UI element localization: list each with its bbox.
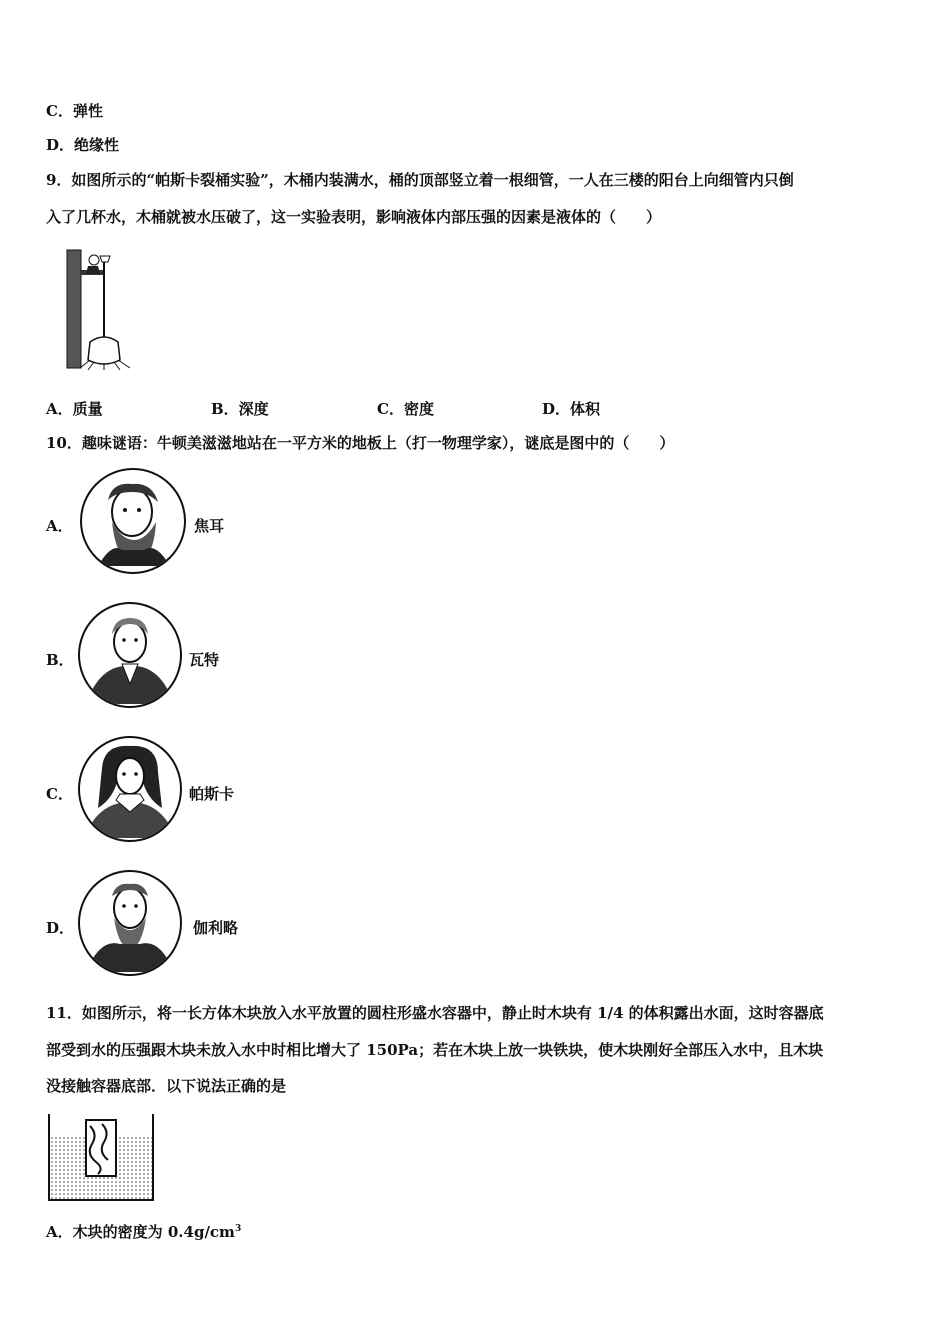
q10-option-c-letter: C． xyxy=(46,785,73,803)
wood-block-container-figure xyxy=(46,1112,156,1204)
q9-option-b: B．深度 xyxy=(211,400,269,418)
q10-option-d-name: 伽利略 xyxy=(193,919,239,937)
q8-option-c: C．弹性 xyxy=(46,102,103,120)
q10-option-b-letter: B． xyxy=(46,651,74,669)
q9-option-c: C．密度 xyxy=(377,400,434,418)
q8-option-d: D．绝缘性 xyxy=(46,136,120,154)
q11-option-a-superscript: 3 xyxy=(234,1224,242,1234)
q9-stem-line2: 入了几杯水，木桶就被水压破了，这一实验表明，影响液体内部压强的因素是液体的（ ） xyxy=(46,208,662,226)
q11-stem-line3: 没接触容器底部．以下说法正确的是 xyxy=(46,1077,287,1095)
q11-option-a xyxy=(46,1219,241,1242)
pascal-barrel-figure xyxy=(64,246,144,372)
portrait-joule xyxy=(80,468,186,574)
q11-stem-line2: 部受到水的压强跟木块未放入水中时相比增大了 150Pa；若在木块上放一块铁块，使木块刚好全部压入水中，且木块 xyxy=(46,1041,824,1059)
q10-option-d-letter: D． xyxy=(46,919,75,937)
q10-option-c-name: 帕斯卡 xyxy=(189,785,235,803)
portrait-watt xyxy=(78,602,182,708)
q9-stem-line1: 9．如图所示的“帕斯卡裂桶实验”，木桶内装满水，桶的顶部竖立着一根细管，一人在三楼的阳台上向细管内只倒 xyxy=(46,171,794,189)
q11-stem-line1: 11．如图所示，将一长方体木块放入水平放置的圆柱形盛水容器中，静止时木块有 1/4 的体积露出水面，这时容器底 xyxy=(46,1004,824,1022)
portrait-pascal xyxy=(78,736,182,842)
q10-stem: 10．趣味谜语：牛顿美滋滋地站在一平方米的地板上（打一物理学家），谜底是图中的（ ） xyxy=(46,434,675,452)
q11-option-a-text: A．木块的密度为 0.4g/cm xyxy=(46,1223,235,1241)
q10-option-a-name: 焦耳 xyxy=(194,517,225,535)
q10-option-b-name: 瓦特 xyxy=(189,651,220,669)
q9-option-d: D．体积 xyxy=(542,400,601,418)
q10-option-a-letter: A． xyxy=(46,517,73,535)
portrait-galileo xyxy=(78,870,182,976)
q9-option-a: A．质量 xyxy=(46,400,103,418)
